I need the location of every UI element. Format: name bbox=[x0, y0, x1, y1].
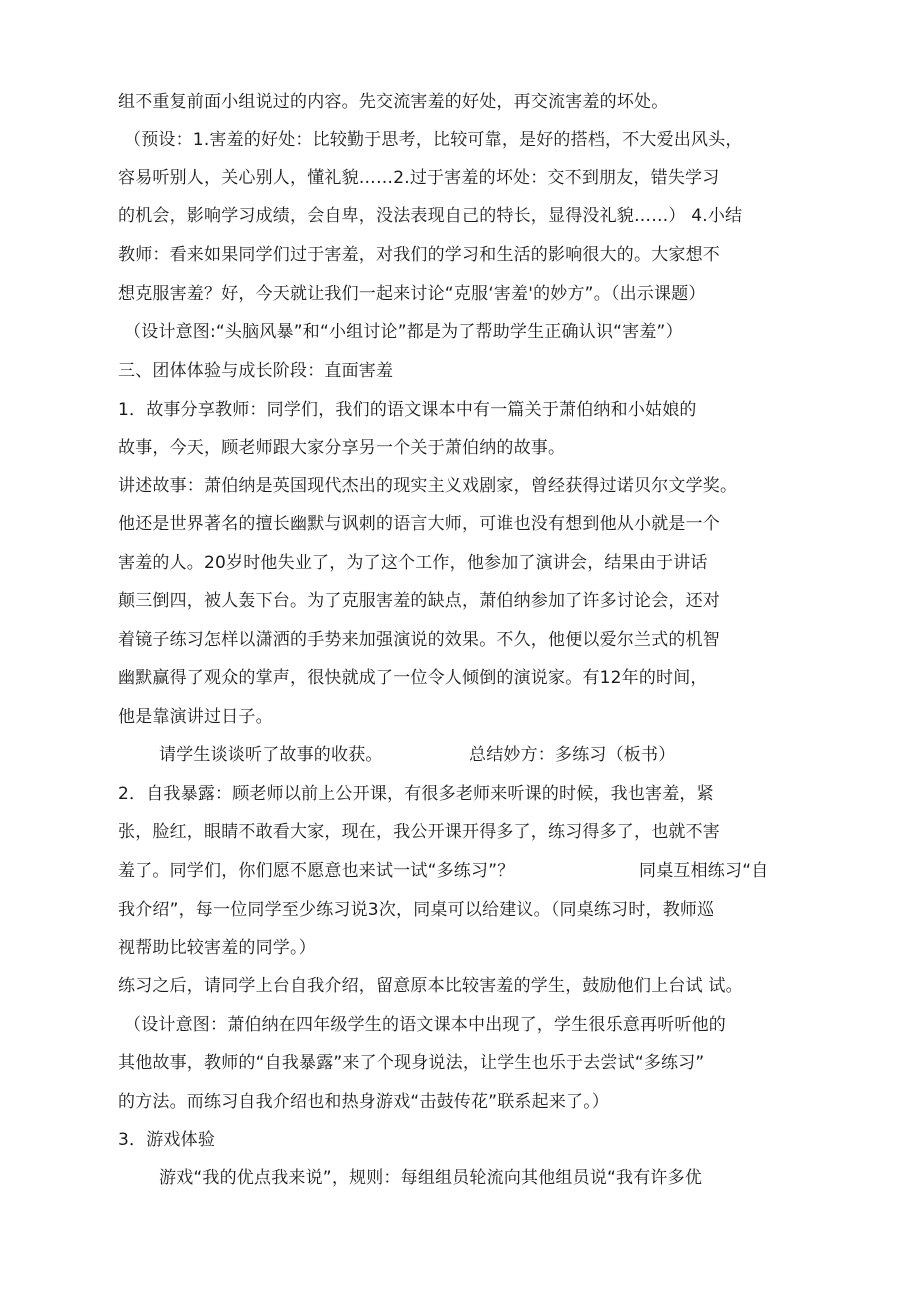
text-line: 着镜子练习怎样以潇洒的手势来加强演说的效果。不久，他便以爱尔兰式的机智 bbox=[118, 630, 720, 650]
text-line: （设计意图:“头脑风暴”和“小组讨论”都是为了帮助学生正确认识“害羞”） bbox=[124, 322, 683, 342]
text-line: 视帮助比较害羞的同学。） bbox=[118, 938, 316, 958]
section-heading: 3．游戏体验 bbox=[118, 1130, 216, 1150]
text-line: 他还是世界著名的擅长幽默与讽刺的语言大师，可谁也没有想到他从小就是一个 bbox=[118, 514, 720, 534]
text-line: （预设：1.害羞的好处：比较勤于思考，比较可靠，是好的搭档，不大爱出风头， bbox=[124, 130, 743, 150]
text-line: 幽默赢得了观众的掌声，很快就成了一位令人倾倒的演说家。有12年的时间， bbox=[118, 668, 708, 688]
text-line: 2．自我暴露：顾老师以前上公开课，有很多老师来听课的时候，我也害羞，紧 bbox=[118, 784, 714, 804]
text-line: 同桌互相练习“自 bbox=[639, 861, 769, 881]
text-line: 请学生谈谈听了故事的收获。 bbox=[159, 745, 383, 765]
text-line: 他是靠演讲过日子。 bbox=[118, 707, 273, 727]
text-line: 想克服害羞？好，今天就让我们一起来讨论“克服‘害羞'的妙方”。（出示课题） bbox=[118, 284, 706, 304]
text-line: 讲述故事：萧伯纳是英国现代杰出的现实主义戏剧家，曾经获得过诺贝尔文学奖。 bbox=[118, 476, 738, 496]
text-line: 组不重复前面小组说过的内容。先交流害羞的好处，再交流害羞的坏处。 bbox=[118, 92, 669, 112]
text-line: 总结妙方：多练习（板书） bbox=[469, 745, 676, 765]
text-line: 的方法。而练习自我介绍也和热身游戏“击鼓传花”联系起来了。） bbox=[118, 1092, 610, 1112]
section-heading: 三、团体体验与成长阶段：直面害羞 bbox=[118, 361, 394, 381]
text-line: 练习之后，请同学上台自我介绍，留意原本比较害羞的学生，鼓励他们上台试 试。 bbox=[118, 976, 743, 996]
text-line: （设计意图：萧伯纳在四年级学生的语文课本中出现了，学生很乐意再听听他的 bbox=[124, 1015, 726, 1035]
text-line: 我介绍”，每一位同学至少练习说3次，同桌可以给建议。（同桌练习时，教师巡 bbox=[118, 900, 715, 920]
text-line: 颠三倒四，被人轰下台。为了克服害羞的缺点，萧伯纳参加了许多讨论会，还对 bbox=[118, 591, 720, 611]
text-line: 1．故事分享教师：同学们，我们的语文课本中有一篇关于萧伯纳和小姑娘的 bbox=[118, 400, 697, 420]
text-line: 的机会，影响学习成绩，会自卑，没法表现自己的特长，显得没礼貌……） 4.小结 bbox=[118, 206, 743, 226]
text-line: 羞了。同学们，你们愿不愿意也来试一试“多练习”？ bbox=[118, 861, 515, 881]
text-line: 容易听别人，关心别人，懂礼貌……2.过于害羞的坏处：交不到朋友，错失学习 bbox=[118, 168, 720, 188]
text-line: 其他故事，教师的“自我暴露”来了个现身说法，让学生也乐于去尝试“多练习” bbox=[118, 1053, 705, 1073]
text-line: 故事，今天，顾老师跟大家分享另一个关于萧伯纳的故事。 bbox=[118, 438, 566, 458]
text-line: 教师：看来如果同学们过于害羞，对我们的学习和生活的影响很大的。大家想不 bbox=[118, 245, 720, 265]
text-line: 游戏“我的优点我来说”，规则：每组组员轮流向其他组员说“我有许多优 bbox=[159, 1168, 703, 1188]
text-line: 张，脸红，眼睛不敢看大家，现在，我公开课开得多了，练习得多了，也就不害 bbox=[118, 822, 720, 842]
text-line: 害羞的人。20岁时他失业了，为了这个工作，他参加了演讲会，结果由于讲话 bbox=[118, 553, 708, 573]
